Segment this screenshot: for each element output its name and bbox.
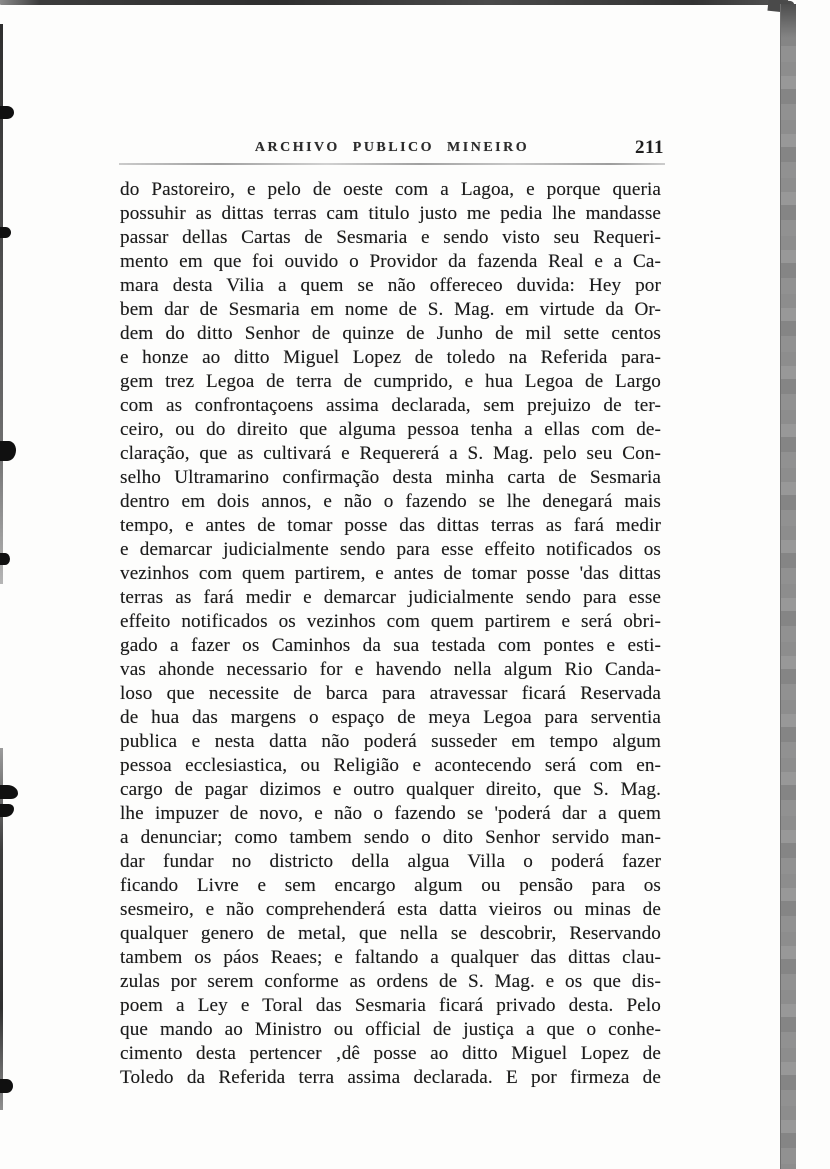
text-line: gem trez Legoa de terra de cumprido, e hua Legoa de Largo bbox=[120, 371, 661, 392]
text-line: a denunciar; como tambem sendo o dito Senhor servido man- bbox=[120, 827, 661, 848]
text-line: ceiro, ou do direito que alguma pessoa tenha a ellas com de- bbox=[120, 419, 661, 440]
text-line: mento em que foi ouvido o Providor da fazenda Real e a Ca- bbox=[120, 251, 661, 272]
text-line: e demarcar judicialmente sendo para esse effeito notificados os bbox=[120, 539, 661, 560]
text-line: poem a Ley e Toral das Sesmaria ficará privado desta. Pelo bbox=[120, 995, 661, 1016]
text-line: effeito notificados os vezinhos com quem partirem e será obri- bbox=[120, 611, 661, 632]
text-line: zulas por serem conforme as ordens de S. Mag. e os que dis- bbox=[120, 971, 661, 992]
scan-border-left-lower bbox=[0, 748, 3, 1110]
text-line: possuhir as dittas terras cam titulo justo me pedia lhe mandasse bbox=[120, 203, 661, 224]
text-line: que mando ao Ministro ou official de justiça a que o conhe- bbox=[120, 1019, 661, 1040]
text-line: lhe impuzer de novo, e não o fazendo se 'poderá dar a quem bbox=[120, 803, 661, 824]
text-line: tambem os páos Reaes; e faltando a qualquer das dittas clau- bbox=[120, 947, 661, 968]
text-line: sesmeiro, e não comprehenderá esta datta vieiros ou minas de bbox=[120, 899, 661, 920]
text-line: e honze ao ditto Miguel Lopez de toledo na Referida para- bbox=[120, 347, 661, 368]
text-line: terras as fará medir e demarcar judicialmente sendo para esse bbox=[120, 587, 661, 608]
text-line: claração, que as cultivará e Requererá a S. Mag. pelo seu Con- bbox=[120, 443, 661, 464]
text-line: passar dellas Cartas de Sesmaria e sendo visto seu Requeri- bbox=[120, 227, 661, 248]
text-line: gado a fazer os Caminhos da sua testada com pontes e esti- bbox=[120, 635, 661, 656]
text-line: bem dar de Sesmaria em nome de S. Mag. em virtude da Or- bbox=[120, 299, 661, 320]
page-number: 211 bbox=[635, 137, 664, 158]
text-line: loso que necessite de barca para atravessar ficará Reservada bbox=[120, 683, 661, 704]
text-line: mara desta Vilia a quem se não offereceo duvida: Hey por bbox=[120, 275, 661, 296]
binding-mark bbox=[0, 1079, 13, 1093]
text-line: pessoa ecclesiastica, ou Religião e acontecendo será com en- bbox=[120, 755, 661, 776]
binding-mark bbox=[0, 106, 14, 119]
binding-mark bbox=[0, 804, 14, 817]
scan-border-top bbox=[0, 0, 788, 5]
running-title: ARCHIVO PUBLICO MINEIRO bbox=[254, 140, 530, 155]
binding-mark bbox=[0, 785, 18, 799]
text-line: vas ahonde necessario for e havendo nella algum Rio Canda- bbox=[120, 659, 661, 680]
text-line: vezinhos com quem partirem, e antes de tomar posse 'das dittas bbox=[120, 563, 661, 584]
body-text bbox=[120, 178, 661, 1090]
binding-mark bbox=[0, 441, 16, 461]
binding-mark bbox=[0, 553, 10, 565]
header-rule bbox=[119, 163, 665, 165]
text-line: qualquer genero de metal, que nella se descobrir, Reservando bbox=[120, 923, 661, 944]
binding-mark bbox=[0, 227, 11, 238]
text-line: dem do ditto Senhor de quinze de Junho de mil sette centos bbox=[120, 323, 661, 344]
text-line: com as confrontaçoens assima declarada, sem prejuizo de ter- bbox=[120, 395, 661, 416]
text-line: do Pastoreiro, e pelo de oeste com a Lagoa, e porque queria bbox=[120, 179, 661, 200]
text-line: ficando Livre e sem encargo algum ou pensão para os bbox=[120, 875, 661, 896]
page-header bbox=[120, 137, 664, 159]
text-line: dentro em dois annos, e não o fazendo se lhe denegará mais bbox=[120, 491, 661, 512]
text-line: publica e nesta datta não poderá susseder em tempo algum bbox=[120, 731, 661, 752]
text-line: tempo, e antes de tomar posse das dittas terras as fará medir bbox=[120, 515, 661, 536]
text-line: dar fundar no districto della algua Villa o poderá fazer bbox=[120, 851, 661, 872]
text-line: cimento desta pertencer ‚dê posse ao ditto Miguel Lopez de bbox=[120, 1043, 661, 1064]
text-line: cargo de pagar dizimos e outro qualquer direito, que S. Mag. bbox=[120, 779, 661, 800]
text-line: de hua das margens o espaço de meya Legoa para serventia bbox=[120, 707, 661, 728]
page-edge-shadow bbox=[780, 4, 796, 1169]
text-line: Toledo da Referida terra assima declarada. E por firmeza de bbox=[120, 1067, 661, 1088]
text-line: selho Ultramarino confirmação desta minha carta de Sesmaria bbox=[120, 467, 661, 488]
